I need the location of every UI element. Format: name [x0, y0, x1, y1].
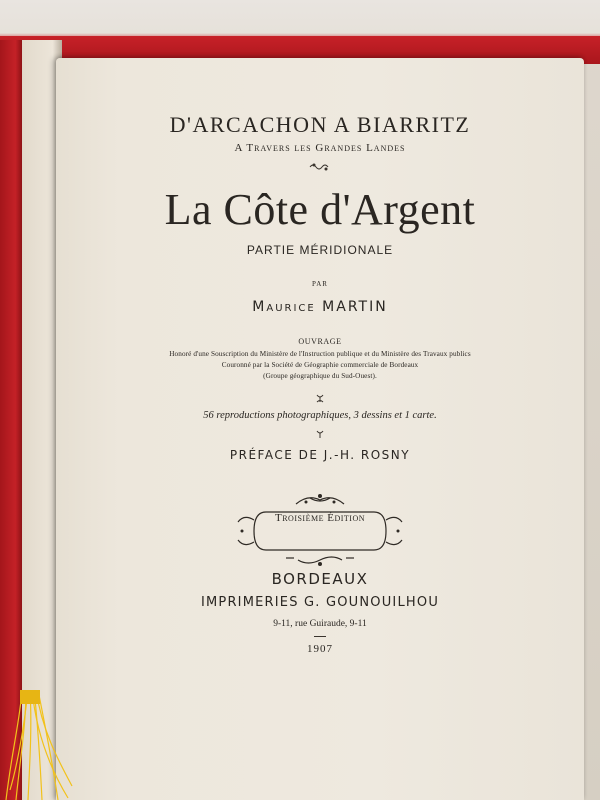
book-author: Maurice MARTIN	[252, 299, 388, 315]
honour-line: (Groupe géographique du Sud-Ouest).	[263, 372, 377, 380]
publication-year: 1907	[307, 643, 333, 655]
printer-name: IMPRIMERIES G. GOUNOUILHOU	[200, 595, 440, 610]
printer-address: 9-11, rue Guiraude, 9-11	[273, 619, 367, 629]
reproductions-note: 56 reproductions photographiques, 3 dessins et 1 carte.	[203, 410, 437, 421]
title-page-content	[56, 58, 584, 800]
divider-rule	[314, 636, 326, 637]
preface-credit: PRÉFACE DE J.-H. ROSNY	[229, 448, 411, 462]
left-cover-spine	[0, 40, 22, 800]
publisher-city: BORDEAUX	[271, 570, 369, 588]
leaf-ornament-icon	[56, 393, 584, 405]
book-heading: D'ARCACHON A BIARRITZ	[169, 112, 471, 137]
decorative-cartouche-icon	[226, 490, 414, 572]
book-subtitle: PARTIE MÉRIDIONALE	[246, 243, 394, 257]
honour-line: Couronné par la Société de Géographie commerciale de Bordeaux	[221, 361, 419, 369]
book-title: La Côte d'Argent	[164, 185, 476, 234]
work-label: OUVRAGE	[298, 337, 342, 346]
honour-line: Honoré d'une Souscription du Ministère de l'Instruction publique et du Ministère des Travaux publics	[169, 350, 471, 358]
edition-label: Troisième Édition	[274, 512, 365, 524]
floral-ornament-icon	[56, 162, 584, 172]
book-subheading: A Travers les Grandes Landes	[234, 142, 406, 154]
leaf-ornament-icon	[56, 430, 584, 440]
by-label: PAR	[312, 280, 328, 288]
